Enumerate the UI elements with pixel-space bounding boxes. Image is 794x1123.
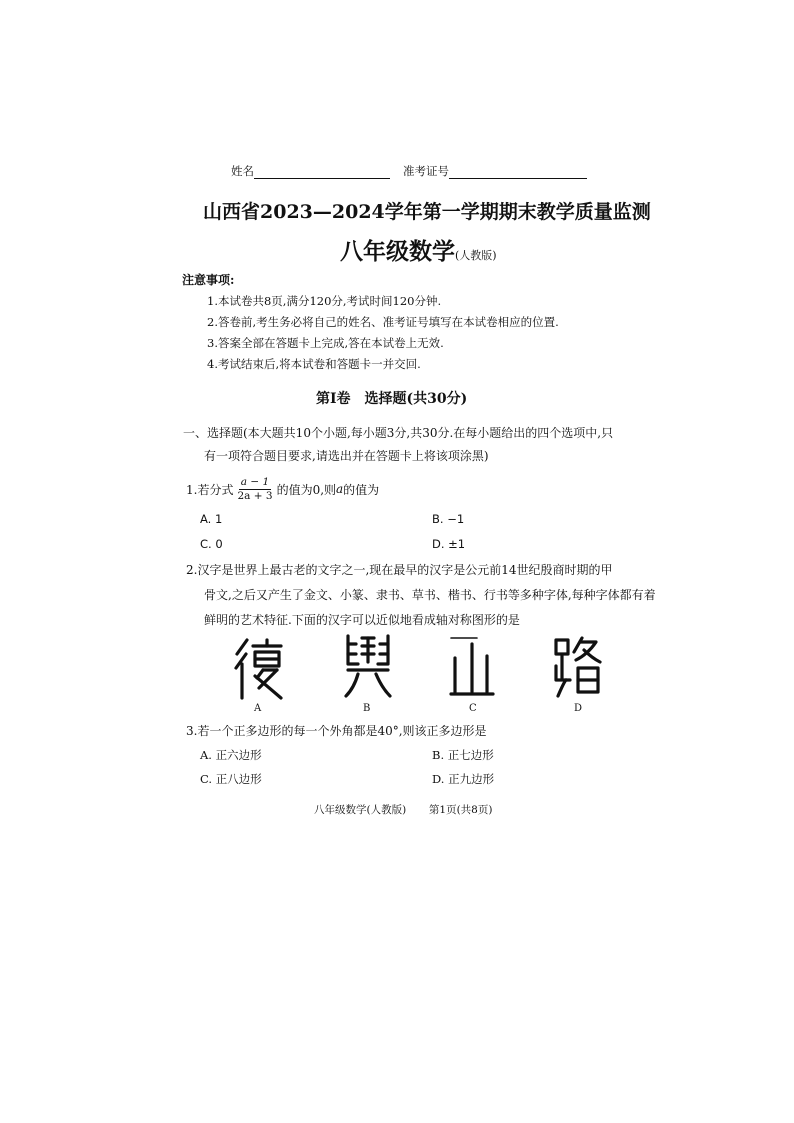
exam-number-label: 准考证号 (403, 164, 449, 178)
q3-option-d: D. 正九边形 (432, 772, 495, 786)
name-label: 姓名 (231, 164, 254, 178)
notes-item: 4.考试结束后,将本试卷和答题卡一并交回. (207, 357, 421, 371)
section-instruction: 有一项符合题目要求,请选出并在答题卡上将该项涂黑) (204, 449, 489, 463)
seal-label-d: D (574, 703, 583, 714)
notes-item: 3.答案全部在答题卡上完成,答在本试卷上无效. (207, 336, 444, 350)
q3-option-b: B. 正七边形 (432, 748, 494, 762)
question-2-line: 2.汉字是世界上最古老的文字之一,现在最早的汉字是公元前14世纪殷商时期的甲 (186, 563, 613, 577)
seal-character-c-image (447, 634, 497, 700)
q1-option-d: D. ±1 (432, 537, 466, 551)
name-field (231, 163, 390, 179)
q1-option-b: B. −1 (432, 512, 465, 526)
exam-title: 山西省2023—2024学年第一学期期末教学质量监测 (203, 201, 651, 223)
edition-label: (人教版) (455, 249, 497, 262)
footer-page-number: 第1页(共8页) (428, 804, 493, 816)
q1-fraction-numerator: a − 1 (240, 475, 270, 488)
section-title: 第Ⅰ卷 选择题(共30分) (316, 391, 468, 407)
subject-title: 八年级数学 (340, 238, 455, 265)
q1-fraction (235, 476, 274, 503)
question-1 (186, 474, 379, 504)
q3-option-a: A. 正六边形 (200, 748, 262, 762)
seal-character-d-image (552, 634, 602, 700)
seal-label-b: B (363, 703, 371, 714)
seal-character-b-image (342, 632, 394, 698)
question-2-line: 鲜明的艺术特征.下面的汉字可以近似地看成轴对称图形的是 (204, 613, 520, 627)
q1-suffix-end: 的值为 (343, 482, 380, 497)
exam-subtitle (340, 233, 497, 266)
q1-variable: a (336, 482, 344, 496)
question-2-line: 骨文,之后又产生了金文、小篆、隶书、草书、楷书、行书等多种字体,每种字体都有着 (204, 588, 656, 602)
notes-item: 1.本试卷共8页,满分120分,考试时间120分钟. (207, 294, 442, 308)
name-blank (254, 164, 390, 179)
notes-heading: 注意事项: (182, 273, 235, 287)
seal-label-c: C (469, 703, 477, 714)
seal-label-a: A (254, 703, 262, 714)
seal-character-a-image (233, 636, 285, 700)
q1-option-a: A. 1 (200, 512, 223, 526)
exam-number-field (403, 163, 587, 179)
q1-prefix: 1.若分式 (186, 482, 234, 497)
question-3: 3.若一个正多边形的每一个外角都是40°,则该正多边形是 (186, 724, 487, 738)
q1-fraction-denominator: 2a + 3 (237, 489, 273, 502)
footer-subject: 八年级数学(人教版) (314, 804, 407, 816)
q1-option-c: C. 0 (200, 537, 223, 551)
page-footer (314, 802, 492, 817)
notes-item: 2.答卷前,考生务必将自己的姓名、准考证号填写在本试卷相应的位置. (207, 315, 559, 329)
exam-number-blank (449, 164, 587, 179)
q1-suffix: 的值为0,则 (276, 482, 337, 497)
section-instruction: 一、选择题(本大题共10个小题,每小题3分,共30分.在每小题给出的四个选项中,只 (183, 426, 614, 440)
q3-option-c: C. 正八边形 (200, 772, 262, 786)
